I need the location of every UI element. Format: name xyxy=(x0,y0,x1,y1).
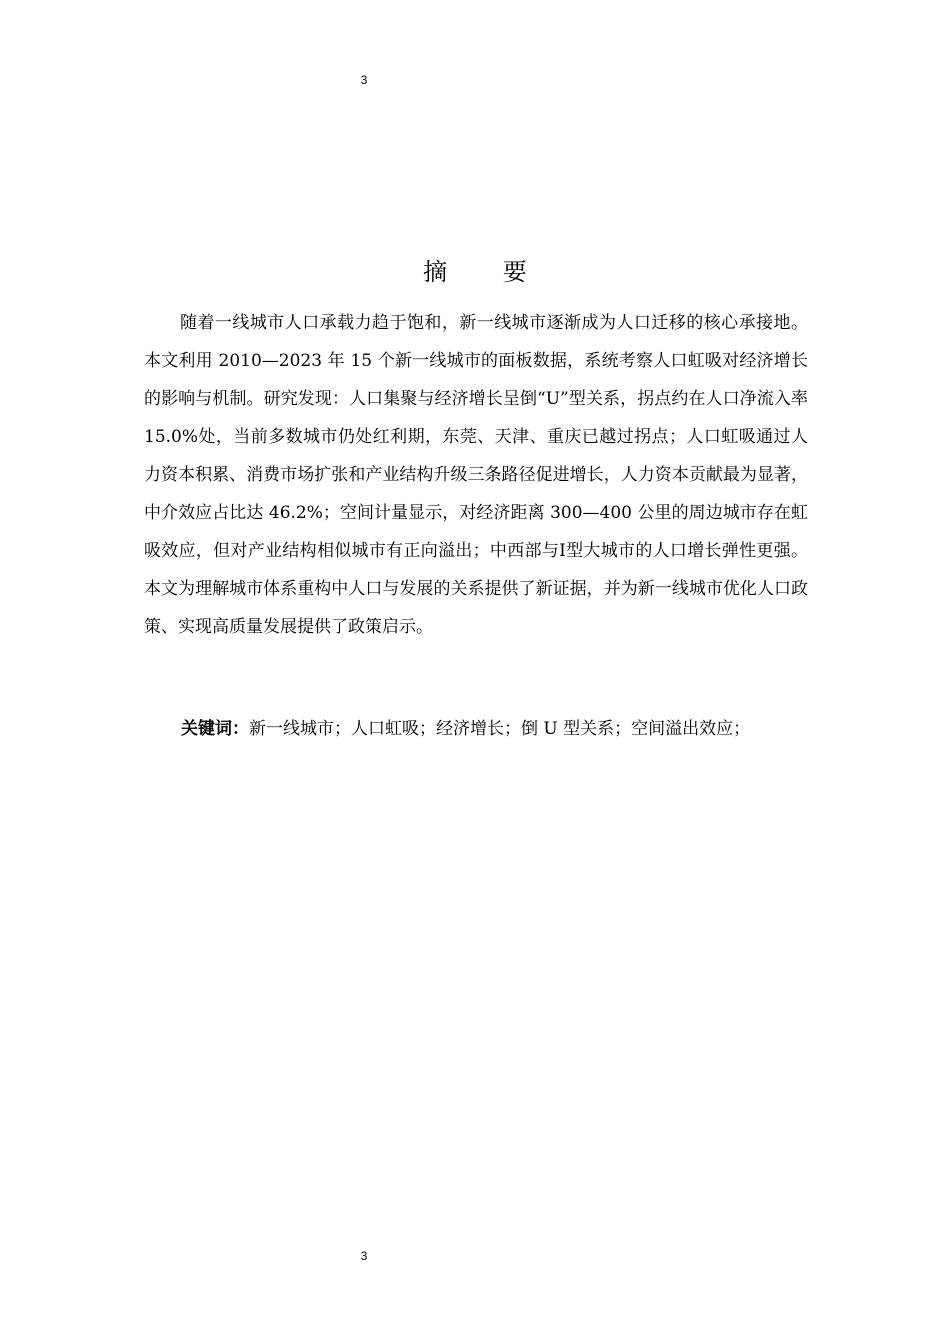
keywords-line xyxy=(181,713,821,745)
abstract-title: 摘 要 xyxy=(423,258,551,286)
keywords-label: 关键词： xyxy=(181,719,249,739)
abstract-body: 随着一线城市人口承载力趋于饱和，新一线城市逐渐成为人口迁移的核心承接地。本文利用 2010—2023 年 15 个新一线城市的面板数据，系统考察人口虹吸对经济增长的影响与机制。研究发现：人口集聚与经济增长呈倒“U”型关系，拐点约在人口净流入率 15.0%处，当前多数城市仍处红利期，东莞、天津、重庆已越过拐点；人口虹吸通过人力资本积累、消费市场扩张和产业结构升级三条路径促进增长，人力资本贡献最为显著，中介效应占比达 46.2%；空间计量显示，对经济距离 300—400 公里的周边城市存在虹吸效应，但对产业结构相似城市有正向溢出；中西部与Ⅰ型大城市的人口增长弹性更强。本文为理解城市体系重构中人口与发展的关系提供了新证据，并为新一线城市优化人口政策、实现高质量发展提供了政策启示。 xyxy=(144,313,808,637)
keywords-text: 新一线城市；人口虹吸；经济增长；倒 U 型关系；空间溢出效应； xyxy=(249,719,751,739)
footer-page-number: 3 xyxy=(360,1249,368,1263)
header-page-number: 3 xyxy=(360,73,368,87)
